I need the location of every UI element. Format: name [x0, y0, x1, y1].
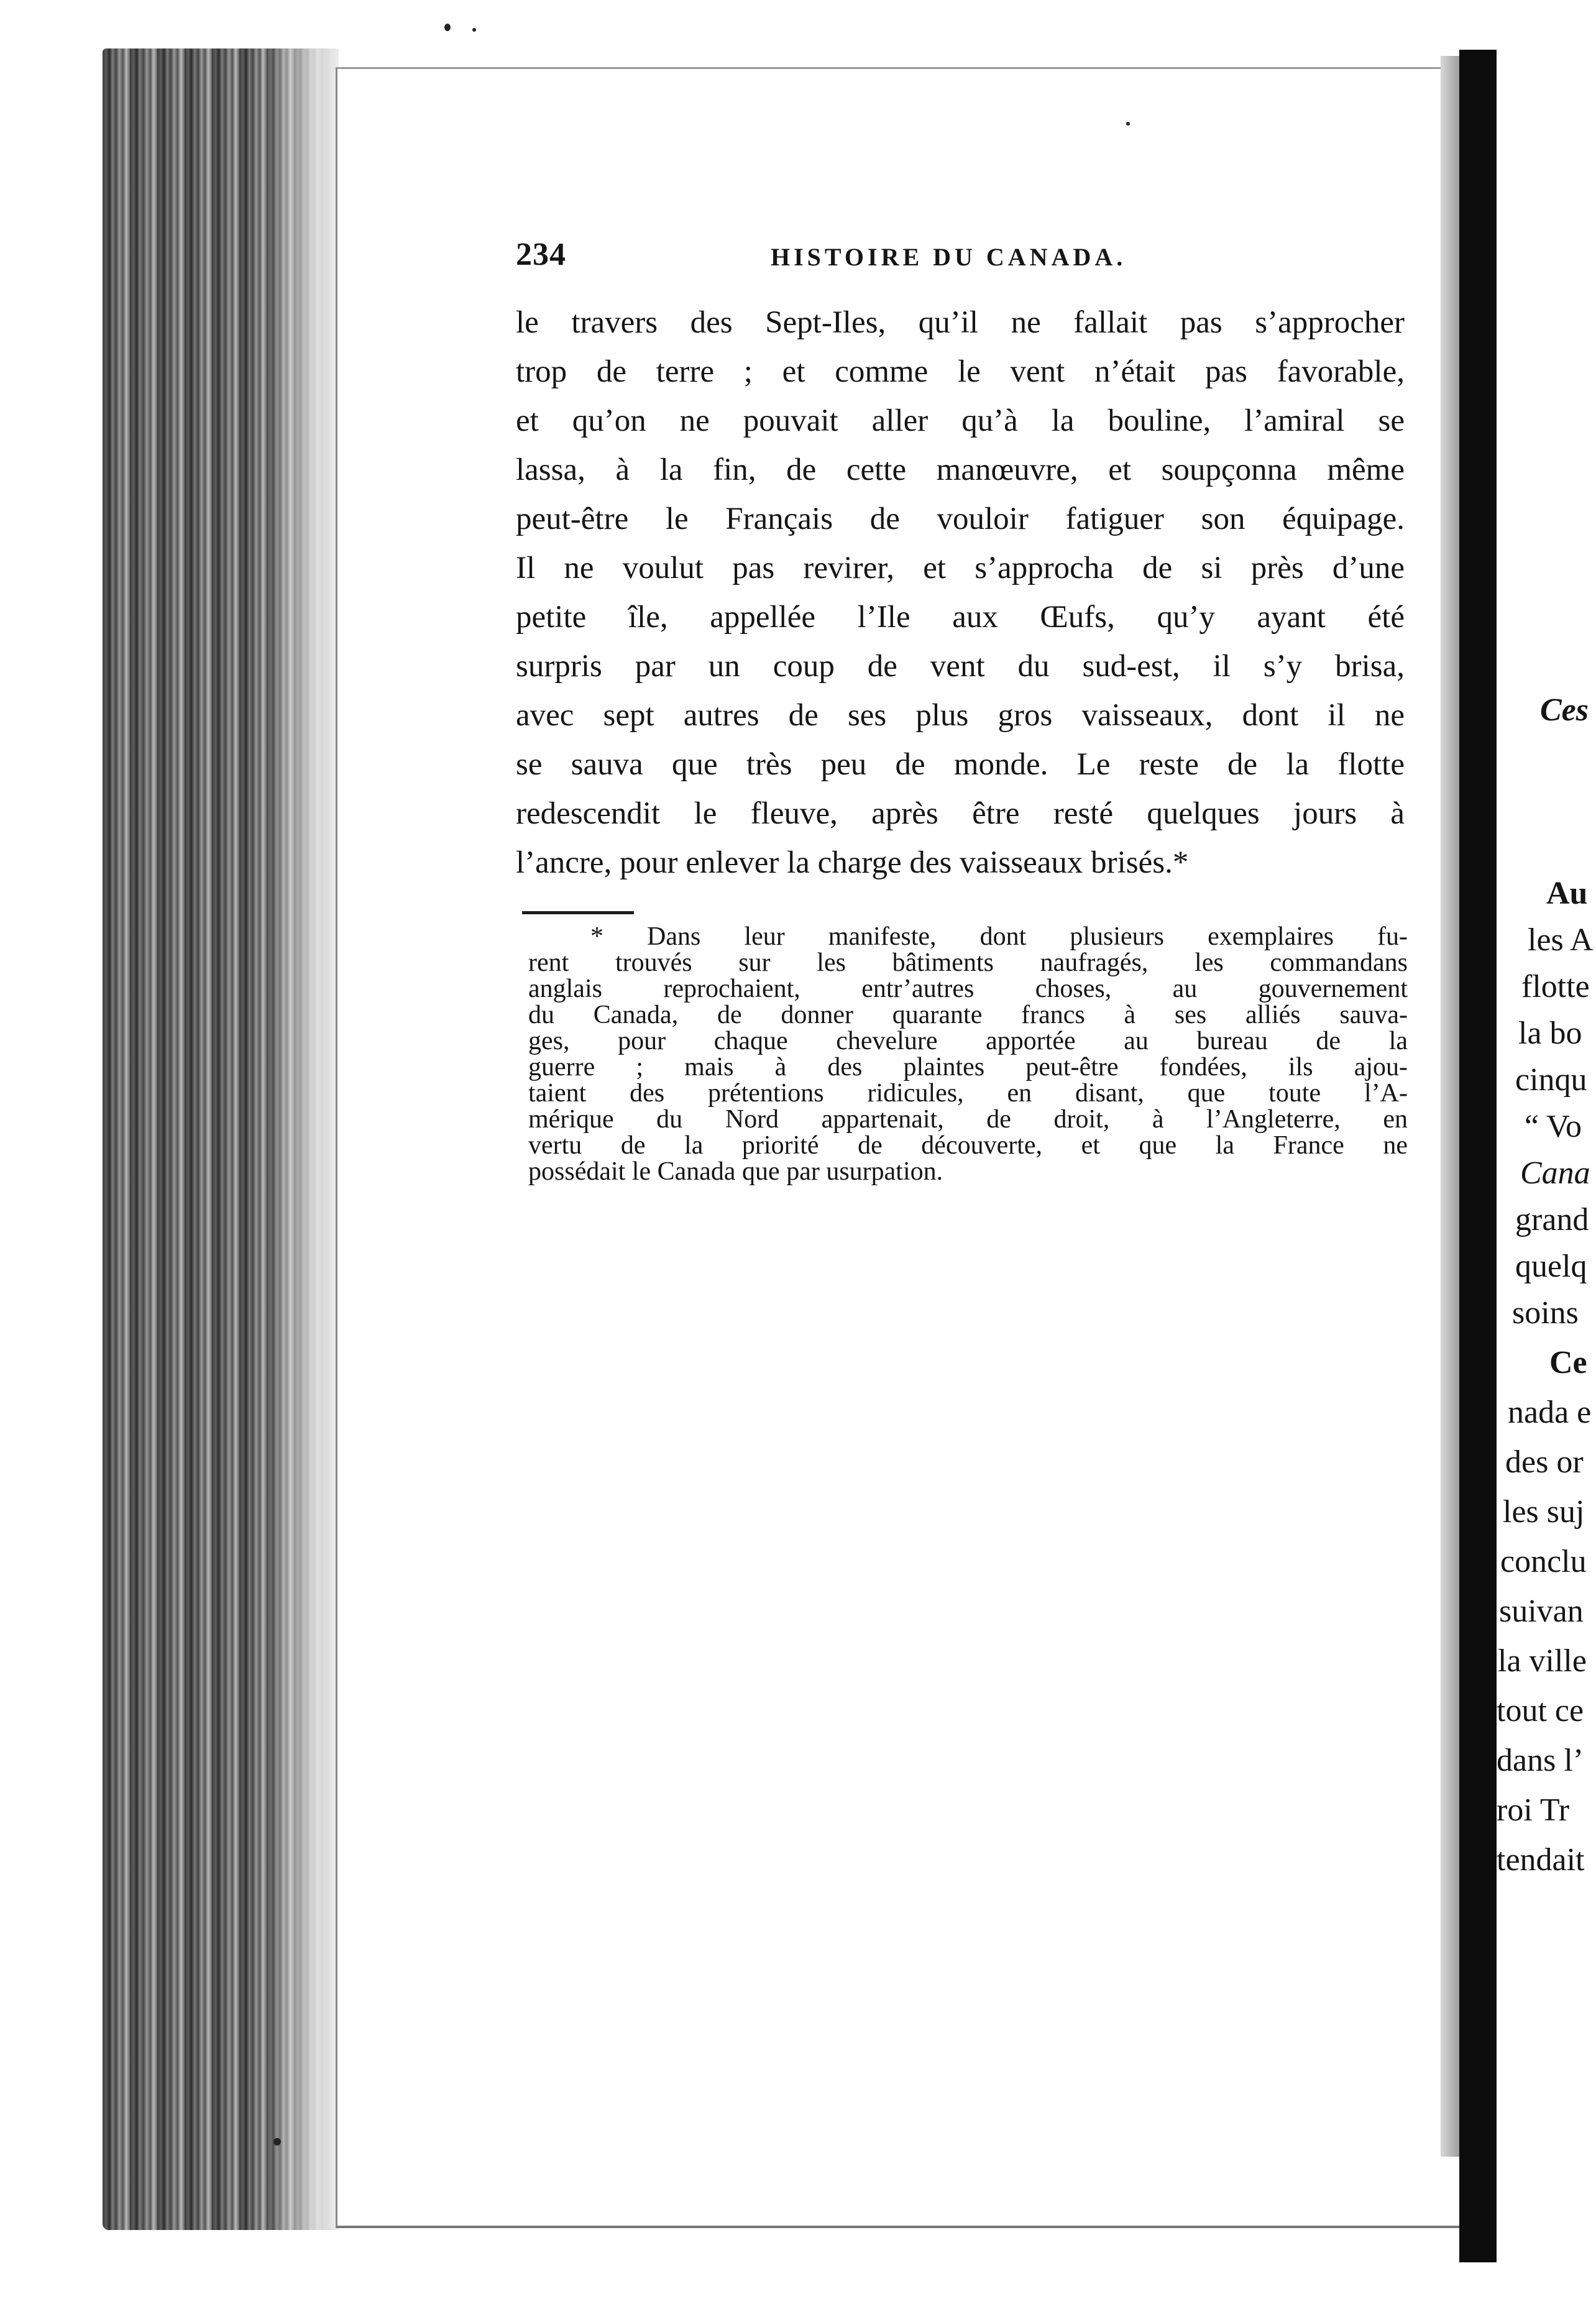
facing-fragment: nada e	[1508, 1395, 1592, 1430]
speck	[1126, 122, 1130, 126]
page-shadow	[1441, 56, 1459, 2157]
facing-fragment: les A	[1528, 922, 1594, 958]
text-line: lassa, à la fin, de cette manœuvre, et soupçonna même	[516, 452, 1405, 487]
footnote-rule	[522, 911, 634, 914]
footnote-line: mérique du Nord appartenait, de droit, à l’Angleterre, en	[528, 1105, 1408, 1134]
footnote-line: possédait le Canada que par usurpation.	[528, 1157, 943, 1186]
facing-fragment: des or	[1505, 1444, 1584, 1480]
facing-fragment: conclu	[1500, 1544, 1587, 1579]
facing-fragment: les suj	[1503, 1494, 1585, 1530]
running-head: HISTOIRE DU CANADA.	[771, 243, 1127, 271]
text-line: l’ancre, pour enlever la charge des vaisseaux brisés.*	[516, 845, 1189, 880]
speck	[444, 24, 451, 31]
footnote-line: * Dans leur manifeste, dont plusieurs exemplaires fu-	[590, 922, 1408, 951]
body-text	[516, 298, 1405, 888]
facing-fragment: soins	[1512, 1295, 1579, 1331]
facing-fragment: Au	[1546, 876, 1588, 911]
speck	[273, 2138, 281, 2145]
text-line: petite île, appellée l’Ile aux Œufs, qu’y ayant été	[516, 600, 1405, 635]
facing-fragment: Ces	[1540, 692, 1589, 728]
facing-fragment: tendait	[1497, 1842, 1585, 1878]
facing-fragment: Ce	[1549, 1345, 1587, 1380]
facing-fragment: grand	[1515, 1202, 1589, 1237]
facing-fragment: suivan	[1499, 1594, 1584, 1629]
text-line: trop de terre ; et comme le vent n’était pas favorable,	[516, 354, 1405, 389]
footnote-line: anglais reprochaient, entr’autres choses, au gouvernement	[528, 975, 1408, 1003]
facing-fragment: “ Vo	[1525, 1109, 1582, 1144]
text-line: surpris par un coup de vent du sud-est, il s’y brisa,	[516, 649, 1405, 684]
facing-fragment: la ville	[1498, 1643, 1587, 1679]
footnote-line: rent trouvés sur les bâtiments naufragés, les commandans	[528, 948, 1408, 977]
facing-fragment: dans l’	[1497, 1743, 1584, 1778]
footnote-line: guerre ; mais à des plaintes peut-être fondées, ils ajou-	[528, 1053, 1408, 1081]
page-number: 234	[516, 237, 566, 272]
facing-fragment: quelq	[1515, 1249, 1587, 1284]
footnote-line: vertu de la priorité de découverte, et que la France ne	[528, 1131, 1408, 1160]
facing-fragment: la bo	[1518, 1016, 1582, 1051]
page-edge-fade	[261, 48, 339, 2230]
footnote-line: taient des prétentions ridicules, en disant, que toute l’A-	[528, 1079, 1408, 1108]
facing-fragment: tout ce	[1497, 1693, 1584, 1728]
text-line: avec sept autres de ses plus gros vaisseaux, dont il ne	[516, 698, 1405, 733]
text-line: se sauva que très peu de monde. Le reste de la flotte	[516, 747, 1405, 782]
facing-fragment: cinqu	[1515, 1062, 1587, 1098]
text-line: le travers des Sept-Iles, qu’il ne fallait pas s’approcher	[516, 305, 1405, 340]
facing-fragment: flotte	[1521, 969, 1590, 1004]
footnote	[528, 924, 1408, 1185]
facing-page	[1497, 55, 1596, 2242]
facing-fragment: Cana	[1520, 1155, 1590, 1191]
text-line: redescendit le fleuve, après être resté quelques jours à	[516, 796, 1405, 831]
facing-fragment: roi Tr	[1497, 1792, 1570, 1828]
page-header	[516, 236, 1461, 280]
speck	[472, 28, 476, 32]
book-gutter	[1459, 50, 1497, 2262]
text-line: Il ne voulut pas revirer, et s’approcha de si près d’une	[516, 551, 1405, 585]
text-line: et qu’on ne pouvait aller qu’à la bouline, l’amiral se	[516, 403, 1405, 438]
footnote-line: du Canada, de donner quarante francs à ses alliés sauva-	[528, 1001, 1408, 1029]
text-line: peut-être le Français de vouloir fatiguer son équipage.	[516, 502, 1405, 536]
footnote-line: ges, pour chaque chevelure apportée au bureau de la	[528, 1027, 1408, 1055]
